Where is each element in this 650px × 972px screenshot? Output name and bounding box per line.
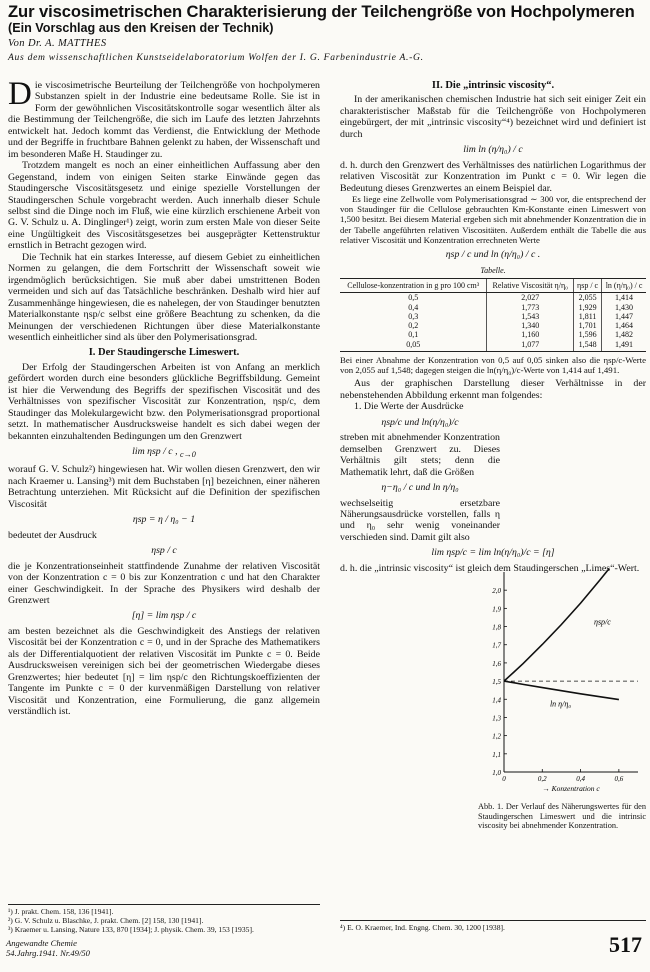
y-tick-label: 1,8 [492,623,501,632]
narrow-text-block [340,401,500,543]
paragraph-2: Trotzdem mangelt es noch an einer einheitlichen Auffassung aber den Gegenstand, indem von einigen Seiten starke Einwände gegen das Staudingersche Viscositätsgesetz und einige spezielle Vorstellungen der Staudingerschen Schule vorgebracht werden. Auch innerhalb dieser Schule selbst sind die Dinge noch im Fluß, wie eine kürzlich erschienene Arbeit von G. V. Schulz u. A. Dinglinger¹) zeigt, worin zum ersten Male von dieser Seite eine Ungültigkeit des Viscositätsgesetzes bei ausgeprägter Kettenstruktur ernstlich in Betracht gezogen wird. [8,160,320,252]
table-cell: 0,2 [408,321,419,331]
y-tick-label: 1,0 [492,769,501,777]
paragraph-6: bedeutet der Ausdruck [8,529,97,541]
table-row [340,303,646,312]
paragraph-4: Der Erfolg der Staudingerschen Arbeiten ist von Anfang an merklich gefördert worden durch eine besonders glückliche Begriffsbildung. Gemeint ist hier die Verwendung des Begriffs der spezifischen Viscosität und des Verhältnisses von spezifischer Viscosität zur Konzentration, ηsp/c, dem Staudinger das Molekulargewicht bzw. den Polymerisationsgrad proportional setzt. In mathematischer Ausdrucksweise handelt es sich dabei wegen der bekannten einzuhaltenden Bedingungen um den Grenzwert [8,361,320,442]
table-row [340,293,646,303]
paragraph-r9: d. h. die „intrinsic viscosity“ ist gleich dem Staudingerschen „Limes“-Wert. [340,562,640,574]
journal-name: Angewandte Chemie [6,938,77,948]
paragraph-r2: d. h. durch den Grenzwert des Verhältnisses des natürlichen Logarithmus der relativen Viscosität zur Konzentration im Punkt c = 0. Wir legen die Bedeutung dieses Grenzwertes an einem Beispiel dar. [340,159,646,194]
table-row [340,340,646,352]
small-print-block [340,194,646,245]
table-cell: 1,482 [602,330,646,339]
figure-caption: Abb. 1. Der Verlauf des Näherungswertes für den Staudingerschen Limeswert und die intrinsic viscosity bei abnehmender Konzentration. [478,802,646,831]
small-print-block-2 [340,355,646,375]
y-tick-label: 2,0 [492,587,501,596]
table-cell: 0,5 [408,293,419,303]
paragraph-r4: Bei einer Abnahme der Konzentration von 0,5 auf 0,05 sinken also die ηsp/c-Werte von 2,055 auf 1,548; dagegen steigen die ln(η/η₀)/c-Werte von 1,414 auf 1,491. [340,355,646,376]
x-tick-label: 0 [502,775,506,783]
right-column [340,80,646,574]
footnote-2: ²) G. V. Schulz u. Blaschke, J. prakt. Chem. [2] 158, 130 [1941]. [8,916,204,925]
table-header: ln (η/η₀) / c [602,279,646,293]
footnote-1: ¹) J. prakt. Chem. 158, 136 [1941]. [8,907,114,916]
table-cell: 2,027 [487,293,574,303]
table-cell: 0,1 [408,330,419,340]
equation-grenzwert: [η] = lim ηsp / c [131,610,197,622]
table-cell: 1,596 [574,330,602,339]
table-header: ηsp / c [574,279,602,293]
table-body [340,293,646,352]
page-footer [6,938,90,958]
journal-volume: 54.Jahrg.1941. Nr.49/50 [6,948,90,958]
y-tick-label: 1,3 [492,714,501,723]
table-caption: Tabelle. [480,265,506,275]
left-column [8,76,320,718]
paragraph-5: worauf G. V. Schulz²) hingewiesen hat. Wir wollen diesen Grenzwert, den wir nach Kraemer u. Lansing³) mit dem Buchstaben [η] bezeichnen, einer näheren Betrachtung unterziehen. Mit Rücksicht auf die Definition der spezifischen Viscosität [8,464,320,510]
equation-equality: lim ηsp/c = lim ln(η/η₀)/c = [η] [431,547,555,559]
y-tick-label: 1,7 [492,641,501,650]
y-tick-label: 1,9 [492,605,501,614]
table-cell: 0,05 [340,340,487,352]
table-cell: 1,548 [574,340,602,352]
footnote-3: ³) Kraemer u. Lansing, Nature 133, 870 [1934]; J. physik. Chem. 39, 153 [1935]. [8,925,254,934]
paragraph-intro [8,76,320,160]
section-heading-1: I. Der Staudingersche Limeswert. [88,347,240,359]
table-cell: 0,4 [408,302,419,312]
equation-limit [8,446,320,460]
table-cell: 1,430 [602,303,646,312]
series-label-ln-eta: ln η/η₀ [549,699,572,709]
equation-subscript: c→0 [180,450,196,459]
paragraph-r7: streben mit abnehmender Konzentration demselben Grenzwert zu. Dieses Verhältnis gilt stets; denn die Mathematik lehrt, daß die Größen [340,432,500,478]
x-tick-label: 0,4 [576,775,585,783]
table-cell: 1,464 [602,321,646,330]
y-tick-label: 1,1 [492,750,501,759]
equation-specific-viscosity: ηsp = η / η₀ − 1 [132,514,196,526]
table-cell: 1,340 [487,321,574,330]
table-cell: 1,414 [602,293,646,303]
table-cell: 1,077 [487,340,574,352]
equation-text: lim ηsp / c , [132,446,178,458]
x-tick-label: 0,6 [614,775,624,783]
table-cell: 1,811 [574,312,602,321]
table-header-row [340,279,646,293]
paragraph-3: Die Technik hat ein starkes Interesse, auf diesem Gebiet zu einheitlichen Normen zu gelangen, die dem Fortschritt der Wissenschaft soweit wie irgendmöglich berücksichtigen. Sie muß aber dabei umstrittenen Boden vermeiden und sich auf das Tatsächliche beschränken. Deshalb wird hier auf Zusammenhänge hingewiesen, die es nahelegen, der von Staudinger benutzten Materialkonstante ηsp/c selbst eine größere Beachtung zu schenken, da die Meinungen der verschiedenen Richtungen über diese Materialkonstante wesentlich einheitlicher sind als über den Polymerisationsgrad. [8,251,320,343]
table-cell: 1,929 [574,303,602,312]
table-cell: 1,701 [574,321,602,330]
table-row [340,330,646,339]
series-label-eta-sp: ηsp/c [593,617,611,627]
paragraph-8: am besten bezeichnet als die Geschwindigkeit des Anstiegs der relativen Viscosität bei der Konzentration c = 0, und in der Sprache des Mathematikers als der Differentialquotient der relativen Viscosität im Punkte c = 0. Beide Ausdrucksweisen vereinigen sich bei der geometrischen Wiedergabe dieses Grenzwertes; hier bedeutet [η] = lim ηsp/c den Richtungskoeffizienten der Tangente im Punkte c = 0 der kurvenmäßigen Darstellung von relativer Viscosität und Konzentration, eine Formulierung, die ganz allgemein verständlich ist. [8,625,320,718]
table-row [340,321,646,330]
paragraph-r1: In der amerikanischen chemischen Industrie hat sich seit einiger Zeit ein charakteristischer Maßstab für die Teilchengröße von Hochpolymeren eingebürgert, der mit „intrinsic viscosity“⁴) bezeichnet wird und definiert ist durch [340,94,646,140]
equation-intrinsic: lim ln (η/η₀) / c [463,144,523,156]
article-subtitle: (Ein Vorschlag aus den Kreisen der Technik) [8,21,274,35]
chart-svg [478,564,646,794]
paragraph-r8: wechselseitig ersetzbare Näherungsausdrücke vorstellen, falls η und η₀ sehr wenig voneinander verschieden sind. Damit gilt also [340,497,500,543]
page-number: 517 [609,932,642,957]
paragraph-r5: Aus der graphischen Darstellung dieser Verhältnisse in der nebenstehenden Abbildung erkennt man folgendes: [340,378,646,401]
left-footnotes [8,904,320,934]
series-line-ln-eta [504,681,619,700]
table-cell: 0,3 [408,311,419,321]
drop-cap: D [8,76,32,112]
article-author: Von Dr. A. MATTHES [8,38,107,49]
paragraph-r6: 1. Die Werte der Ausdrücke [354,401,464,413]
table-cell: 2,055 [574,293,602,303]
table-header: Cellulose-konzentration in g pro 100 cm³ [340,279,487,293]
equation-ratio: ηsp / c [151,545,177,557]
table-cell: 1,543 [487,312,574,321]
paragraph-7: die je Konzentrationseinheit stattfindende Zunahme der relativen Viscosität von der Konzentration c = 0 bis zur Konzentration c und hat den Charakter einer Geschwindigkeit. In der Sprache des Physikers wird deshalb der Grenzwert [8,560,320,606]
table-row [340,312,646,321]
equation-expressions: ηsp/c und ln(η/η₀)/c [381,416,459,428]
table-cell: 1,491 [602,340,646,352]
article-institution: Aus dem wissenschaftlichen Kunstseidelaboratorium Wolfen der I. G. Farbenindustrie A.-G. [8,52,424,63]
table-cell: 1,773 [487,303,574,312]
table-cell: 1,447 [602,312,646,321]
y-tick-label: 1,5 [492,678,501,687]
right-footnote: ⁴) E. O. Kraemer, Ind. Engng. Chem. 30, 1200 [1938]. [340,920,646,932]
x-tick-label: 0,2 [537,775,547,783]
table-header: Relative Viscosität η/η₀ [487,279,574,293]
section-heading-2: II. Die „intrinsic viscosity“. [431,80,555,91]
x-axis-label: → Konzentration c [542,784,600,793]
paragraph-r3: Es liege eine Zellwolle vom Polymerisationsgrad ∼ 300 vor, die entsprechend der von Staudinger für die Cellulose gebrauchten Km-Konstante einen Limeswert von 1,500 besitzt. Bei diesem Material ergeben sich mit abnehmender Konzentration die in der Tabelle angeführten relativen Viscositäten. Außerdem enthält die Tabelle die aus relativer Viscosität und Konzentration errechneten Werte [340,194,646,245]
equation-values: ηsp / c und ln (η/η₀) / c . [445,249,541,261]
equation-approximations: η−η₀ / c und ln η/η₀ [381,482,459,494]
y-tick-label: 1,2 [492,732,501,741]
y-tick-label: 1,4 [492,696,501,705]
figure-chart [478,564,646,794]
paragraph-text: ie viscosimetrische Beurteilung der Teilchengröße von hochpolymeren Substanzen spielt in der Industrie eine bedeutsame Rolle. Sie ist in Form der gewöhnlichen Viscositätskontrolle sogar wesentlich älter als die Bestimmung der Teilchengröße, die sich im Laufe des letzten Jahrzehnts entwickelt hat. Jedoch kommt das Verdienst, die Entwicklung der Methode und der Begriffe in fruchtbare Bahnen gelenkt zu haben, der Wissenschaft und im besonderen Maße H. Staudinger zu. [8,80,320,160]
viscosity-table [340,278,646,352]
table-cell: 1,160 [487,330,574,339]
article-title: Zur viscosimetrischen Charakterisierung der Teilchengröße von Hochpolymeren [8,2,635,21]
y-tick-label: 1,6 [492,659,501,668]
